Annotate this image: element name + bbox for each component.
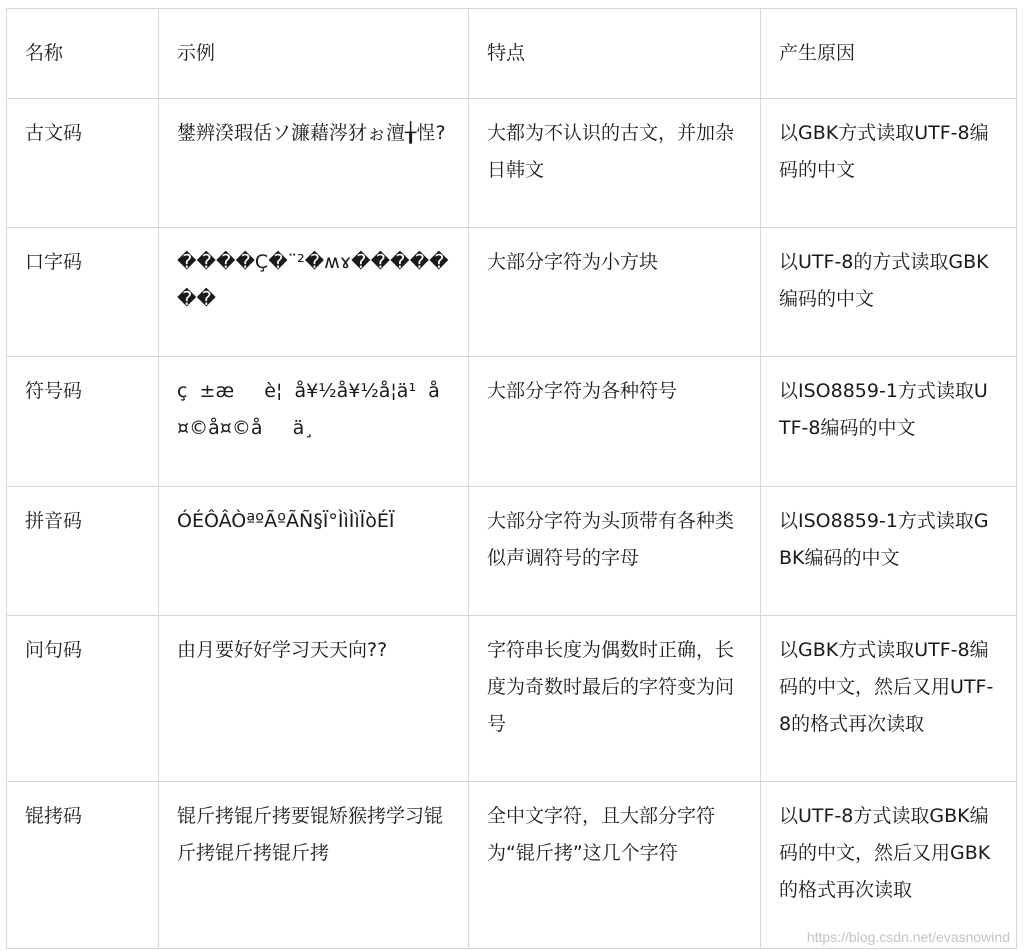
cell-cause: 以ISO8859-1方式读取GBK编码的中文	[761, 487, 1017, 616]
header-cause: 产生原因	[761, 9, 1017, 99]
cell-feature: 全中文字符，且大部分字符为“锟斤拷”这几个字符	[469, 782, 761, 949]
cell-cause: 以UTF-8方式读取GBK编码的中文，然后又用GBK的格式再次读取	[761, 782, 1017, 949]
cell-name: 古文码	[7, 99, 159, 228]
source-watermark: https://blog.csdn.net/evasnowind	[806, 929, 1010, 945]
cell-name: 拼音码	[7, 487, 159, 616]
cell-cause: 以GBK方式读取UTF-8编码的中文	[761, 99, 1017, 228]
table-row	[7, 228, 1017, 357]
cell-cause: 以GBK方式读取UTF-8编码的中文，然后又用UTF-8的格式再次读取	[761, 616, 1017, 782]
cell-feature: 大部分字符为小方块	[469, 228, 761, 357]
table-row	[7, 616, 1017, 782]
header-feature: 特点	[469, 9, 761, 99]
cell-name: 问句码	[7, 616, 159, 782]
cell-example: ����Ç�¨²�ʍɤ�������	[159, 228, 469, 357]
table-row	[7, 487, 1017, 616]
table-row	[7, 782, 1017, 949]
cell-feature: 大部分字符为头顶带有各种类似声调符号的字母	[469, 487, 761, 616]
cell-feature: 字符串长度为偶数时正确，长度为奇数时最后的字符变为问号	[469, 616, 761, 782]
table-header-row	[7, 9, 1017, 99]
table-row	[7, 99, 1017, 228]
header-example: 示例	[159, 9, 469, 99]
cell-feature: 大部分字符为各种符号	[469, 357, 761, 487]
cell-feature: 大都为不认识的古文，并加杂日韩文	[469, 99, 761, 228]
cell-cause: 以ISO8859-1方式读取UTF-8编码的中文	[761, 357, 1017, 487]
header-name: 名称	[7, 9, 159, 99]
cell-example: 鐢辨湀瑕佸ソ濂藉涔犲ぉ澶╁悜?	[159, 99, 469, 228]
cell-example: 锟斤拷锟斤拷要锟矫猴拷学习锟斤拷锟斤拷锟斤拷	[159, 782, 469, 949]
cell-example: 由月要好好学习天天向??	[159, 616, 469, 782]
cell-example: ç ±æ è¦ å¥½å¥½å¦ä¹ å¤©å¤©å ä¸	[159, 357, 469, 487]
encoding-table-container	[6, 8, 1016, 949]
garbled-text-table	[6, 8, 1017, 949]
table-row	[7, 357, 1017, 487]
cell-cause: 以UTF-8的方式读取GBK编码的中文	[761, 228, 1017, 357]
cell-name: 口字码	[7, 228, 159, 357]
cell-name: 符号码	[7, 357, 159, 487]
cell-name: 锟拷码	[7, 782, 159, 949]
cell-example: ÓÉÔÂÒªºÃºÃÑ§Ï°ÌìÌìÏòÉÏ	[159, 487, 469, 616]
